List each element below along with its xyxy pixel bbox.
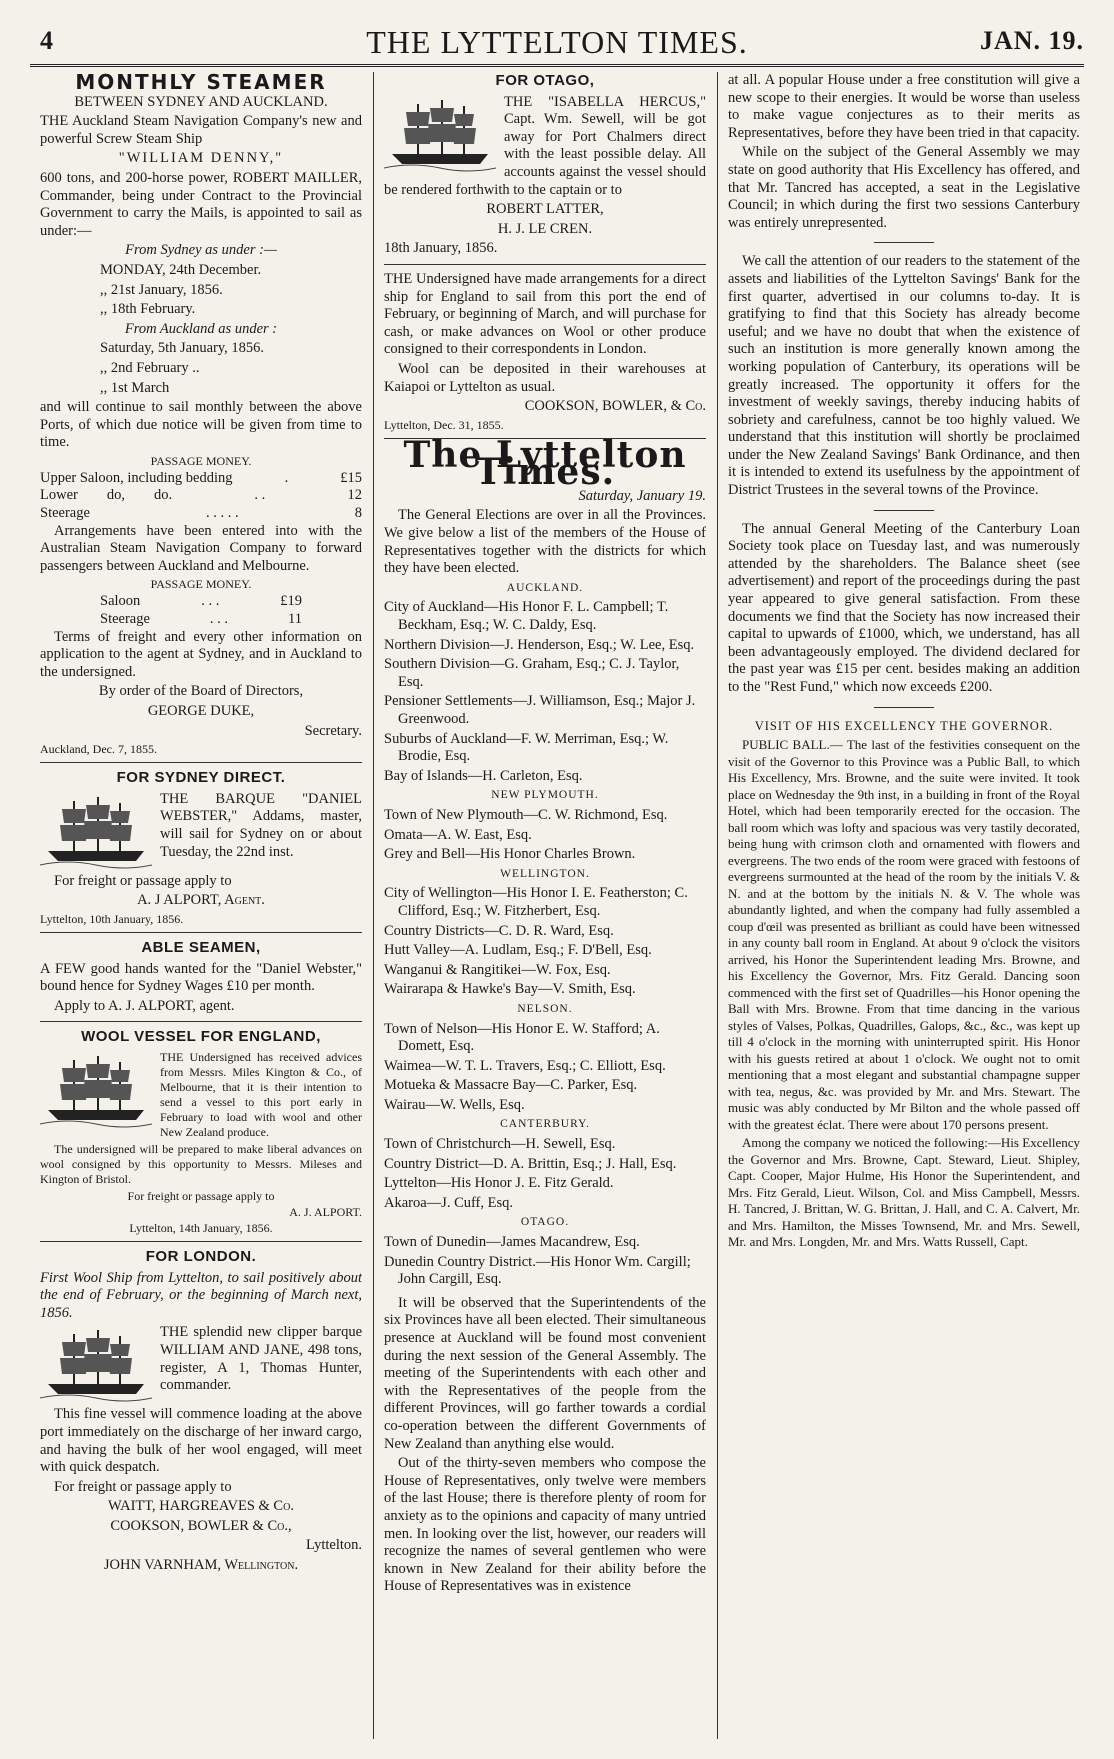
fare-row <box>40 487 362 505</box>
divider <box>874 510 934 511</box>
article-paragraph: PUBLIC BALL.— The last of the festivities consequent on the visit of the Governor to this Province was a Public Ball, to which His Excellency, Mrs. Browne, and the suite were invited. It took place on Wednesday the 9th inst, in a building in front of the Royal Hotel, which had been temporarily erected for the occasion. The ball room which was lofty and spacious was very tastily decorated, being hung with crimson cloth and ornamented with flowers and evergreens. The two ends of the room were graced with festoons of evergreens surmounted at the head of the room by the initials V. & N. and at the bottom by the initials N. & V. The whole was abundantly lighted, and when the company had fully assembled a coup d'œil was presented as brilliant as could have been witnessed in any county ball room in England. At about 9 o'clock the visitors arrived, his Honor the Superintendent leading Mrs. Browne, and his Excellency the Governor, Mrs. Fitz Gerald. Dancing soon commenced with the first set of Quadrilles—his Honor opening the Ball with Mrs. Browne. From that time dancing in the various styles of Valses, Polkas, Quadrilles, Galops, &c., &c., was kept up till 4 o'clock in the morning with uninterrupted spirit. His Honor with his guests retired at about 1 o'clock. We ought not to omit mentioning that a most elegant and substantial champagne supper with tea, negus, &c. was provided by Mr. and Mrs. Stewart. The music was ably conducted by Mr Bilton and the whole passed off with the greatest éclat. There were about 170 persons present. <box>728 737 1080 1132</box>
seamen-heading: ABLE SEAMEN, <box>141 938 261 956</box>
fare-row <box>40 470 362 488</box>
wool-ship-text-2: Wool can be deposited in their warehouses at Kaiapoi or Lyttelton as usual. <box>384 360 706 395</box>
from-sydney-label: From Sydney as under :— <box>125 242 277 259</box>
newspaper-title: THE LYTTELTON TIMES. <box>366 24 748 60</box>
from-auckland-label: From Auckland as under : <box>124 320 278 337</box>
ship-illustration <box>40 793 152 871</box>
fare-row <box>40 505 362 523</box>
list-item: City of Wellington—His Honor I. E. Featherston; C. Clifford, Esq.; W. Fitzherbert, Esq. <box>384 885 688 919</box>
article-paragraph: at all. A popular House under a free constitution will give a new scope to their energies. It would be worse than useless to make vague conjectures as to their merits as Representatives, before they have been tried in that capacity. <box>728 72 1080 141</box>
column-2 <box>384 72 706 1739</box>
sailing-date: ,, 2nd February .. <box>100 359 200 376</box>
province-heading: AUCKLAND. <box>506 581 584 594</box>
fare-label: Upper Saloon, including bedding <box>40 469 233 486</box>
agent-name: A. J. ALPORT. <box>289 1204 362 1219</box>
sailing-date: ,, 18th February. <box>100 301 196 318</box>
list-item: Motueka & Massacre Bay—C. Parker, Esq. <box>384 1077 638 1094</box>
divider <box>874 242 934 243</box>
list-item: Bay of Islands—H. Carleton, Esq. <box>384 767 583 784</box>
signatory-title: Secretary. <box>304 722 362 739</box>
list-item: Northern Division—J. Henderson, Esq.; W. Lee, Esq. <box>384 636 695 653</box>
london-text: THE splendid new clipper barque WILLIAM AND JANE, 498 tons, register, A 1, Thomas Hunter, commander. <box>160 1324 362 1394</box>
list-item: City of Auckland—His Honor F. L. Campbell; T. Beckham, Esq.; W. C. Daldy, Esq. <box>384 599 669 634</box>
sailing-date: Saturday, 5th January, 1856. <box>100 340 265 357</box>
fare-price: £15 <box>340 469 362 486</box>
fare-dots: . . <box>254 487 266 504</box>
fare-label: Steerage <box>100 611 150 628</box>
agent-name: WAITT, HARGREAVES & Co. <box>108 1498 294 1515</box>
column-divider <box>373 72 374 1739</box>
province-heading: OTAGO. <box>520 1216 570 1229</box>
divider <box>40 1241 362 1242</box>
dateline: 18th January, 1856. <box>384 240 498 257</box>
list-item: Suburbs of Auckland—F. W. Merriman, Esq.; W. Brodie, Esq. <box>384 730 669 765</box>
fare-dots: . . . <box>201 593 220 610</box>
article-paragraph: We call the attention of our readers to the statement of the assets and liabilities of the Lyttelton Savings' Bank for the first quarter, advertised in our columns to-day. It is gratifying to find that this Society has already become useful; and we have no doubt that when the existence of such an institution is more generally known among the working population of Canterbury, its operations will be greatly increased. The opportunity it offers for the investment of weekly savings, thereby inducing habits of sobriety and carefulness, cannot be too highly valued. We understand that this institution will shortly be proclaimed under the New Zealand Savings' Bank Ordinance, and then it is intended to extend its usefulness by the appointment of District Trustees in the several towns of the Province. <box>728 253 1080 499</box>
issue-date: JAN. 19. <box>979 26 1084 55</box>
list-item: Southern Division—G. Graham, Esq.; C. J. Taylor, Esq. <box>384 656 680 690</box>
sailing-date: ,, 21st January, 1856. <box>100 281 223 298</box>
list-item: Waimea—W. T. L. Travers, Esq.; C. Elliott, Esq. <box>384 1057 666 1074</box>
fare-price: £19 <box>280 593 302 610</box>
agent-name: A. J ALPORT, Agent. <box>137 892 265 909</box>
apply-note: For freight or passage apply to <box>54 872 232 889</box>
province-heading: CANTERBURY. <box>500 1118 590 1131</box>
ship-illustration <box>40 1052 152 1130</box>
sailing-date: MONDAY, 24th December. <box>100 261 262 278</box>
province-heading: NEW PLYMOUTH. <box>491 789 599 802</box>
province-heading: WELLINGTON. <box>500 867 590 880</box>
fare-label: Saloon <box>100 593 141 610</box>
list-item: Wanganui & Rangitikei—W. Fox, Esq. <box>384 961 611 978</box>
sydney-text: THE BARQUE "DANIEL WEBSTER," Addams, master, will sail for Sydney on or about Tuesday, the 22nd inst. <box>160 790 362 860</box>
sydney-heading: FOR SYDNEY DIRECT. <box>116 769 286 787</box>
fare-label: Lower do, do. <box>40 487 173 504</box>
fare-dots: . . . . . <box>206 505 239 522</box>
fare-row <box>100 611 302 629</box>
passage-money-label: PASSAGE MONEY. <box>150 453 252 468</box>
london-text-2: This fine vessel will commence loading at the above port immediately on the discharge of her inward cargo, and having the bulk of her wool engaged, will meet with quick despatch. <box>40 1406 362 1476</box>
terms-note: Terms of freight and every other information on application to the agent at Sydney, and in Auckland to the undersigned. <box>40 628 362 680</box>
list-item: Wairau—W. Wells, Esq. <box>384 1096 525 1113</box>
fare-price: 12 <box>347 487 362 504</box>
list-item: Town of Dunedin—James Macandrew, Esq. <box>384 1234 640 1251</box>
divider <box>40 932 362 933</box>
list-item: Pensioner Settlements—J. Williamson, Esq.; Major J. Greenwood. <box>384 693 696 727</box>
list-item: Hutt Valley—A. Ludlam, Esq.; F. D'Bell, Esq. <box>384 942 652 959</box>
apply-note: For freight or passage apply to <box>54 1478 232 1495</box>
ship-illustration <box>384 96 496 174</box>
london-subhead: First Wool Ship from Lyttelton, to sail positively about the end of February, or the beginning of March next, 1856. <box>40 1269 362 1321</box>
page-number: 4 <box>40 26 53 55</box>
steamer-ship-name: "WILLIAM DENNY," <box>118 150 284 167</box>
signer-name: COOKSON, BOWLER, & Co. <box>524 398 706 415</box>
dateline: Auckland, Dec. 7, 1855. <box>40 742 157 757</box>
list-item: Country Districts—C. D. R. Ward, Esq. <box>384 922 614 939</box>
article-paragraph: It will be observed that the Superintendents of the six Provinces have all been elected. Their simultaneous presence at Auckland will be found most convenient during the next session of the General Assembly. The meeting of the Superintendents with each other and with the Representatives of the people from the different Provinces, will go farther towards a cordial co-operation between the different Governments of New Zealand than anything else would. <box>384 1294 706 1452</box>
arrangements-note: Arrangements have been entered into with the Australian Steam Navigation Company to forward passengers between Auckland and Melbourne. <box>40 522 362 574</box>
wool-ship-text: THE Undersigned have made arrangements for a direct ship for England to sail from this port the end of February, or beginning of March, and will purchase for cash, or make advances on Wool or other produce consigned to their correspondents in London. <box>384 270 706 358</box>
page-header <box>30 22 1084 62</box>
list-item: Omata—A. W. East, Esq. <box>384 826 532 843</box>
dateline: Lyttelton, 10th January, 1856. <box>40 911 184 926</box>
edition-date: Saturday, January 19. <box>578 487 706 504</box>
seamen-text: A FEW good hands wanted for the "Daniel Webster," bound hence for Sydney Wages £10 per month. <box>40 960 362 995</box>
fare-label: Steerage <box>40 505 90 522</box>
list-item: Wairarapa & Hawke's Bay—V. Smith, Esq. <box>384 981 636 998</box>
article-paragraph: While on the subject of the General Assembly we may state on good authority that His Excellency has offered, and that Mr. Tancred has accepted, a seat in the Legislative Council; in which during the first two sessions Canterbury was entirely unrepresented. <box>728 144 1080 231</box>
steamer-heading: MONTHLY STEAMER <box>75 72 327 94</box>
province-heading: NELSON. <box>517 1002 573 1015</box>
otago-text: THE "ISABELLA HERCUS," Capt. Wm. Sewell, will be got away for Port Chalmers direct with the least possible delay. All accounts against the vessel should be rendered forthwith to the captain or to <box>384 93 706 198</box>
list-item: Dunedin Country District.—His Honor Wm. Cargill; John Cargill, Esq. <box>384 1253 691 1288</box>
column-3 <box>728 72 1080 1739</box>
fare-dots: . . . <box>209 611 229 628</box>
list-item: Town of Christchurch—H. Sewell, Esq. <box>384 1136 616 1153</box>
divider <box>40 1021 362 1022</box>
list-item: Grey and Bell—His Honor Charles Brown. <box>384 846 636 863</box>
steamer-intro: THE Auckland Steam Navigation Company's new and powerful Screw Steam Ship <box>40 113 362 147</box>
dateline: Lyttelton, Dec. 31, 1855. <box>384 417 504 432</box>
column-1 <box>40 72 362 1739</box>
article-paragraph: Out of the thirty-seven members who compose the House of Representatives, only twelve were members of the last House; there is therefore plenty of room for anxiety as to the opinions and capacity of many untried men. In looking over the list, however, our readers will recognize the names of several gentlemen who were known in New Zealand for their ability before the House of Representatives was in existence <box>384 1455 706 1595</box>
agent-name: JOHN VARNHAM, Wellington. <box>103 1557 299 1574</box>
elections-list <box>384 580 706 1289</box>
divider <box>874 707 934 708</box>
signer-name: H. J. LE CREN. <box>497 220 593 237</box>
fare-price: 8 <box>354 505 362 522</box>
divider <box>384 264 706 265</box>
continue-note: and will continue to sail monthly between the above Ports, of which due notice will be given from time to time. <box>40 399 362 451</box>
wool-vessel-heading: WOOL VESSEL FOR ENGLAND, <box>81 1028 321 1046</box>
ship-illustration <box>40 1326 152 1404</box>
list-item: Town of Nelson—His Honor E. W. Stafford; A. Domett, Esq. <box>384 1020 660 1055</box>
wool-vessel-text-2: The undersigned will be prepared to make liberal advances on wool consigned by this opportunity to Messrs. Mileses and Kington of Bristol. <box>40 1141 362 1186</box>
passage-money-label: PASSAGE MONEY. <box>150 577 252 592</box>
london-heading: FOR LONDON. <box>145 1247 257 1265</box>
column-divider <box>717 72 718 1739</box>
masthead: The Lyttelton Times. <box>403 433 687 494</box>
signatory: GEORGE DUKE, <box>147 703 255 719</box>
elections-intro: The General Elections are over in all the Provinces. We give below a list of the members of the House of Representatives together with the districts for which they have been elected. <box>384 507 706 577</box>
fare-dots: . <box>284 469 289 486</box>
steamer-details: 600 tons, and 200-horse power, ROBERT MAILLER, Commander, being under Contract to the Provincial Government to carry the Mails, is appointed to sail as under:— <box>40 169 362 239</box>
list-item: Town of New Plymouth—C. W. Richmond, Esq. <box>384 806 668 823</box>
fare-price: 11 <box>288 611 302 628</box>
steamer-subheading: BETWEEN SYDNEY AND AUCKLAND. <box>74 93 328 110</box>
list-item: Akaroa—J. Cuff, Esq. <box>384 1194 514 1211</box>
fare-row <box>100 593 302 611</box>
list-item: Lyttelton—His Honor J. E. Fitz Gerald. <box>384 1175 614 1192</box>
sailing-date: ,, 1st March <box>100 379 170 396</box>
dateline: Lyttelton, 14th January, 1856. <box>129 1220 273 1235</box>
seamen-apply: Apply to A. J. ALPORT, agent. <box>54 997 235 1014</box>
wool-vessel-text: THE Undersigned has received advices from Messrs. Miles Kington & Co., of Melbourne, that it is their intention to send a vessel to this port early in February to load with wool and other New Zealand produce. <box>160 1049 362 1139</box>
apply-note: For freight or passage apply to <box>127 1188 275 1203</box>
by-order: By order of the Board of Directors, <box>98 683 304 700</box>
list-item: Country District—D. A. Brittin, Esq.; J. Hall, Esq. <box>384 1155 677 1172</box>
divider <box>40 762 362 763</box>
signer-name: ROBERT LATTER, <box>486 201 604 218</box>
article-paragraph: The annual General Meeting of the Canterbury Loan Society took place on Tuesday last, and was numerously attended by the shareholders. The Balance sheet (see advertisement) and report of the proceedings during the past year appeared to give general satisfaction. From these documents we find that the Society has now increased their capital to upwards of £1000, which, we understand, has all been advantageously employed. The dividend declared for the past year was £15 per cent. besides making an addition to the "Rest Fund," which now exceeds £200. <box>728 520 1080 695</box>
visit-heading: VISIT OF HIS EXCELLENCY THE GOVERNOR. <box>754 718 1054 733</box>
header-rule <box>30 64 1084 67</box>
article-paragraph: Among the company we noticed the following:—His Excellency the Governor and Mrs. Browne, Capt. Steward, Lieut. Shipley, Capt. Cooper, Major Hulme, His Honor the Superintendent, and Mrs. Fitz Gerald, Lieut. Wilson, Col. and Miss Campbell, Messrs. H. Tancred, J. Brittan, W. G. Brittan, J. Hall, and C. A. Calvert, Mr. and Mrs. Hamilton, the Misses Townsend, Mr. and Mrs. Sewell, Mr. and Mrs. Longden, Mr. and Mrs. Watts Russell, Capt. <box>728 1135 1080 1250</box>
otago-heading: FOR OTAGO, <box>495 72 595 89</box>
agent-name: COOKSON, BOWLER & Co., <box>110 1517 292 1534</box>
agent-location: Lyttelton. <box>306 1537 362 1554</box>
